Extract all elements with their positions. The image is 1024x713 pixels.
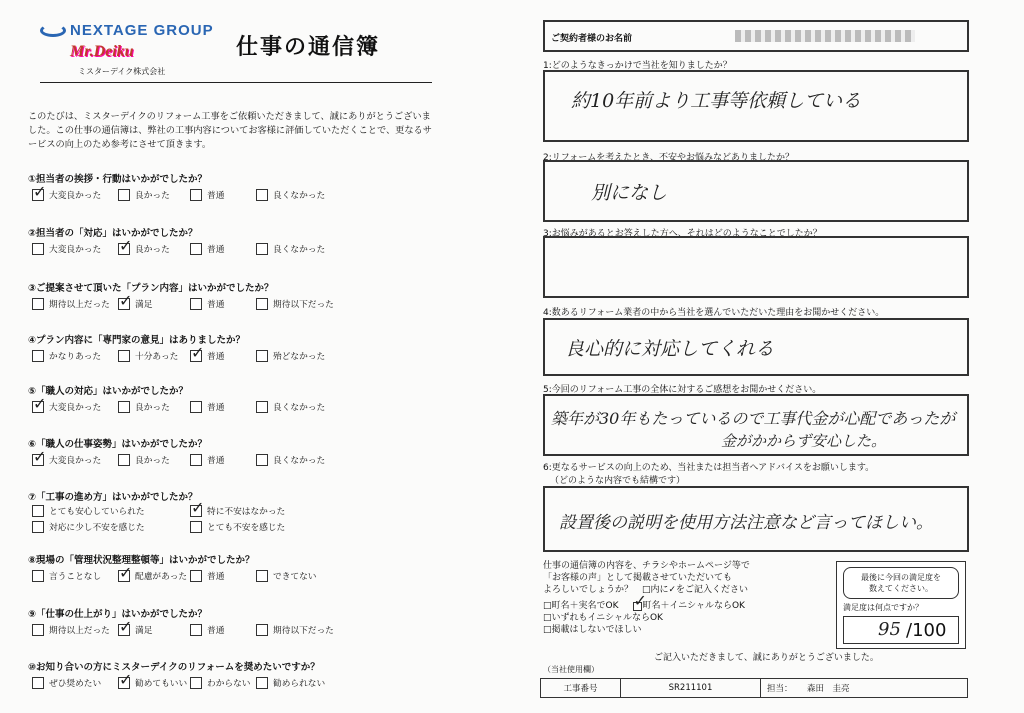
job-no-value: SR211101 bbox=[621, 679, 761, 697]
option-label: 普通 bbox=[207, 300, 225, 310]
option-label: 良くなかった bbox=[273, 403, 326, 413]
name-label: ご契約者様のお名前 bbox=[551, 34, 633, 44]
checkbox[interactable] bbox=[256, 677, 268, 689]
checkbox[interactable] bbox=[256, 570, 268, 582]
checkbox[interactable] bbox=[118, 243, 130, 255]
question-5-option-2[interactable] bbox=[118, 401, 170, 413]
checkbox[interactable] bbox=[32, 350, 44, 362]
option-label: 大変良かった bbox=[49, 191, 102, 201]
checkbox[interactable] bbox=[256, 454, 268, 466]
q2-label: 2:リフォームを考えたとき、不安やお悩みなどありましたか？ bbox=[543, 153, 794, 163]
checkbox[interactable] bbox=[190, 401, 202, 413]
option-label: 良くなかった bbox=[273, 456, 326, 466]
question-1-option-4[interactable] bbox=[256, 189, 325, 201]
answer-box-5[interactable] bbox=[543, 394, 969, 456]
option-label: 普通 bbox=[207, 352, 225, 362]
checkbox[interactable] bbox=[32, 677, 44, 689]
answer-4: 良心的に対応してくれる bbox=[565, 338, 775, 360]
score-value: 95 bbox=[878, 619, 901, 640]
page-title: 仕事の通信簿 bbox=[236, 35, 381, 60]
office-use-label: （当社使用欄） bbox=[543, 665, 599, 674]
question-2-label: ②担当者の「対応」はいかがでしたか？ bbox=[28, 228, 198, 239]
option-label: 普通 bbox=[207, 245, 225, 255]
sat-title-1: 最後に今回の満足度を bbox=[861, 573, 941, 582]
option-label: 普通 bbox=[207, 572, 225, 582]
question-10-label: ⑩お知り合いの方にミスターデイクのリフォームを奨めたいですか？ bbox=[28, 662, 320, 673]
option-label: とても安心していられた bbox=[49, 507, 145, 517]
option-label: 良くなかった bbox=[273, 191, 326, 201]
option-label: 大変良かった bbox=[49, 456, 102, 466]
checkbox[interactable] bbox=[190, 521, 202, 533]
option-label: 満足 bbox=[135, 300, 153, 310]
option-label: 良かった bbox=[135, 456, 170, 466]
brand-logo: Mr.Deiku bbox=[70, 43, 134, 60]
checkbox[interactable] bbox=[190, 189, 202, 201]
question-5-option-4[interactable] bbox=[256, 401, 325, 413]
checkbox[interactable] bbox=[118, 624, 130, 636]
sat-question: 満足度は何点ですか？ bbox=[843, 603, 923, 612]
answer-5-line-2: 金がかからず安心した。 bbox=[721, 432, 887, 450]
checkbox[interactable] bbox=[32, 298, 44, 310]
name-frame bbox=[543, 20, 969, 52]
question-1-option-2[interactable] bbox=[118, 189, 170, 201]
satisfaction-prompt bbox=[843, 567, 959, 599]
option-label: できてない bbox=[273, 572, 317, 582]
answer-box-1[interactable] bbox=[543, 70, 969, 142]
option-label: かなりあった bbox=[49, 352, 102, 362]
score-max: /100 bbox=[906, 620, 947, 641]
score-field[interactable] bbox=[843, 616, 959, 644]
question-9-option-2[interactable] bbox=[118, 624, 152, 636]
checkbox[interactable] bbox=[32, 505, 44, 517]
option-label: ぜひ奨めたい bbox=[49, 679, 102, 689]
checkbox[interactable] bbox=[32, 243, 44, 255]
option-label: 期待以下だった bbox=[273, 626, 334, 636]
question-6-option-2[interactable] bbox=[118, 454, 170, 466]
intro-text: このたびは、ミスターデイクのリフォーム工事をご依頼いただきまして、誠にありがとうございました。この仕事の通信簿は、弊社の工事内容についてお客様に評価していただくことで、更なるサービスの向上のため参考にさせて頂きます。 bbox=[28, 111, 432, 150]
option-label: とても不安を感じた bbox=[207, 523, 286, 533]
answer-box-3[interactable] bbox=[543, 236, 969, 298]
logo-text: NEXTAGE GROUP bbox=[70, 22, 214, 39]
option-label: 普通 bbox=[207, 403, 225, 413]
option-label: 良かった bbox=[135, 191, 170, 201]
option-label: 良かった bbox=[135, 403, 170, 413]
question-10-option-1[interactable] bbox=[32, 677, 101, 689]
office-use-table bbox=[540, 678, 968, 698]
question-5-label: ⑤「職人の対応」はいかがでしたか？ bbox=[28, 386, 189, 397]
checkbox[interactable] bbox=[118, 189, 130, 201]
question-3-option-2[interactable] bbox=[118, 298, 152, 310]
checkbox[interactable] bbox=[190, 243, 202, 255]
checkbox[interactable] bbox=[190, 350, 202, 362]
option-label: 満足 bbox=[135, 626, 153, 636]
option-label: 普通 bbox=[207, 191, 225, 201]
consent-option-initial-label: 町名＋イニシャルならOK bbox=[642, 601, 745, 611]
question-10-option-3[interactable] bbox=[190, 677, 250, 689]
checkbox[interactable] bbox=[118, 350, 130, 362]
checkbox[interactable] bbox=[190, 298, 202, 310]
checkbox[interactable] bbox=[190, 624, 202, 636]
checkbox[interactable] bbox=[32, 521, 44, 533]
checkbox[interactable] bbox=[190, 505, 202, 517]
checkbox[interactable] bbox=[256, 243, 268, 255]
question-8-option-4[interactable] bbox=[256, 570, 316, 582]
sat-title-2: 数えてください。 bbox=[869, 584, 933, 593]
question-2-option-3[interactable] bbox=[190, 243, 224, 255]
consent-line-3: よろしいでしょうか？ □内に✓をご記入ください bbox=[543, 585, 749, 595]
consent-option-all-initial[interactable]: □いずれもイニシャルならOK bbox=[543, 613, 663, 623]
question-4-option-2[interactable] bbox=[118, 350, 178, 362]
option-label: 期待以下だった bbox=[273, 300, 334, 310]
question-7-option-2[interactable] bbox=[190, 505, 285, 517]
q5-label: 5:今回のリフォーム工事の全体に対するご感想をお聞かせください。 bbox=[543, 385, 822, 395]
option-label: 対応に少し不安を感じた bbox=[49, 523, 145, 533]
checkbox[interactable] bbox=[256, 624, 268, 636]
question-4-label: ④プラン内容に「専門家の意見」はありましたか？ bbox=[28, 335, 246, 346]
question-4-option-3[interactable] bbox=[190, 350, 224, 362]
checkbox[interactable] bbox=[118, 298, 130, 310]
question-5-option-1[interactable] bbox=[32, 401, 101, 413]
question-8-option-1[interactable] bbox=[32, 570, 101, 582]
staff-name: 森田 圭亮 bbox=[807, 684, 850, 694]
customer-name-redacted bbox=[735, 30, 915, 42]
job-no-label: 工事番号 bbox=[541, 679, 621, 697]
option-label: 普通 bbox=[207, 626, 225, 636]
question-1-label: ①担当者の挨拶・行動はいかがでしたか？ bbox=[28, 174, 208, 185]
q6-label-a: 6:更なるサービスの向上のため、当社または担当者へアドバイスをお願いします。 bbox=[543, 463, 875, 473]
checkbox[interactable] bbox=[118, 677, 130, 689]
answer-1: 約10年前より工事等依頼している bbox=[571, 90, 862, 112]
question-8-label: ⑧現場の「管理状況整理整頓等」はいかがでしたか？ bbox=[28, 555, 255, 566]
q1-label: 1:どのようなきっかけで当社を知りましたか？ bbox=[543, 61, 732, 71]
checkbox[interactable] bbox=[118, 570, 130, 582]
question-3-option-4[interactable] bbox=[256, 298, 334, 310]
question-7-option-3[interactable] bbox=[32, 521, 145, 533]
checkbox[interactable] bbox=[190, 454, 202, 466]
option-label: 良くなかった bbox=[273, 245, 326, 255]
question-4-option-4[interactable] bbox=[256, 350, 325, 362]
option-label: 十分あった bbox=[135, 352, 179, 362]
checkbox[interactable] bbox=[32, 401, 44, 413]
question-7-option-4[interactable] bbox=[190, 521, 285, 533]
option-label: 言うことなし bbox=[49, 572, 102, 582]
answer-box-6[interactable] bbox=[543, 486, 969, 552]
consent-option-initial[interactable] bbox=[633, 600, 745, 612]
question-1-option-3[interactable] bbox=[190, 189, 224, 201]
option-label: 大変良かった bbox=[49, 245, 102, 255]
option-label: 勧めてもいい bbox=[135, 679, 188, 689]
checkbox[interactable] bbox=[190, 677, 202, 689]
answer-2: 別になし bbox=[591, 182, 668, 204]
option-label: 勧められない bbox=[273, 679, 326, 689]
consent-line-2: 「お客様の声」として掲載させていただいても bbox=[543, 573, 733, 583]
checkbox[interactable] bbox=[32, 454, 44, 466]
question-2-option-2[interactable] bbox=[118, 243, 170, 255]
question-5-option-3[interactable] bbox=[190, 401, 224, 413]
satisfaction-panel bbox=[836, 561, 966, 649]
checkbox[interactable] bbox=[32, 624, 44, 636]
checkbox[interactable] bbox=[118, 401, 130, 413]
logo-swoosh-icon bbox=[40, 24, 66, 37]
checkbox[interactable] bbox=[256, 401, 268, 413]
question-3-option-1[interactable] bbox=[32, 298, 110, 310]
option-label: 普通 bbox=[207, 456, 225, 466]
option-label: 特に不安はなかった bbox=[207, 507, 286, 517]
nextage-logo bbox=[40, 22, 214, 39]
question-8-option-2[interactable] bbox=[118, 570, 187, 582]
question-6-option-1[interactable] bbox=[32, 454, 101, 466]
question-9-option-1[interactable] bbox=[32, 624, 110, 636]
consent-block bbox=[543, 560, 833, 636]
question-10-option-4[interactable] bbox=[256, 677, 325, 689]
q6-label-b: （どのような内容でも結構です） bbox=[550, 476, 686, 486]
checkbox[interactable] bbox=[118, 454, 130, 466]
option-label: わからない bbox=[207, 679, 251, 689]
checkbox[interactable] bbox=[32, 189, 44, 201]
checkbox[interactable] bbox=[256, 298, 268, 310]
staff-label: 担当： bbox=[767, 684, 793, 694]
question-9-option-3[interactable] bbox=[190, 624, 224, 636]
option-label: 配慮があった bbox=[135, 572, 188, 582]
consent-initial-checkbox[interactable] bbox=[633, 602, 642, 611]
question-2-option-4[interactable] bbox=[256, 243, 325, 255]
thanks-text: ご記入いただきまして、誠にありがとうございました。 bbox=[654, 653, 879, 663]
question-2-option-1[interactable] bbox=[32, 243, 101, 255]
checkbox[interactable] bbox=[256, 189, 268, 201]
question-10-option-2[interactable] bbox=[118, 677, 187, 689]
answer-box-4[interactable] bbox=[543, 318, 969, 376]
question-6-option-3[interactable] bbox=[190, 454, 224, 466]
answer-box-2[interactable] bbox=[543, 160, 969, 222]
option-label: 良かった bbox=[135, 245, 170, 255]
question-6-label: ⑥「職人の仕事姿勢」はいかがでしたか？ bbox=[28, 439, 208, 450]
checkbox[interactable] bbox=[32, 570, 44, 582]
consent-option-no-publish[interactable]: □掲載はしないでほしい bbox=[543, 625, 642, 635]
consent-option-real-name[interactable]: □町名＋実名でOK bbox=[543, 601, 619, 611]
question-3-label: ③ご提案させて頂いた「プラン内容」はいかがでしたか？ bbox=[28, 283, 274, 294]
question-6-option-4[interactable] bbox=[256, 454, 325, 466]
option-label: 大変良かった bbox=[49, 403, 102, 413]
question-8-option-3[interactable] bbox=[190, 570, 224, 582]
option-label: 期待以上だった bbox=[49, 626, 110, 636]
question-1-option-1[interactable] bbox=[32, 189, 101, 201]
q3-label: 3:お悩みがあるとお答えした方へ、それはどのようなことでしたか？ bbox=[543, 229, 822, 239]
q4-label: 4:数あるリフォーム業者の中から当社を選んでいただいた理由をお聞かせください。 bbox=[543, 308, 885, 318]
answer-5-line-1: 築年が30年もたっているので工事代金が心配であったが bbox=[551, 409, 956, 428]
question-9-option-4[interactable] bbox=[256, 624, 334, 636]
question-3-option-3[interactable] bbox=[190, 298, 224, 310]
option-label: 期待以上だった bbox=[49, 300, 110, 310]
consent-line-1: 仕事の通信簿の内容を、チラシやホームページ等で bbox=[543, 561, 750, 571]
question-7-label: ⑦「工事の進め方」はいかがでしたか？ bbox=[28, 492, 198, 503]
checkbox[interactable] bbox=[256, 350, 268, 362]
option-label: 殆どなかった bbox=[273, 352, 326, 362]
answer-6: 設置後の説明を使用方法注意など言ってほしい。 bbox=[559, 513, 933, 533]
company-name: ミスターデイク株式会社 bbox=[78, 67, 166, 76]
question-4-option-1[interactable] bbox=[32, 350, 101, 362]
customer-name-line bbox=[40, 82, 432, 83]
question-7-option-1[interactable] bbox=[32, 505, 145, 517]
question-9-label: ⑨「仕事の仕上がり」はいかがでしたか？ bbox=[28, 609, 208, 620]
checkbox[interactable] bbox=[190, 570, 202, 582]
